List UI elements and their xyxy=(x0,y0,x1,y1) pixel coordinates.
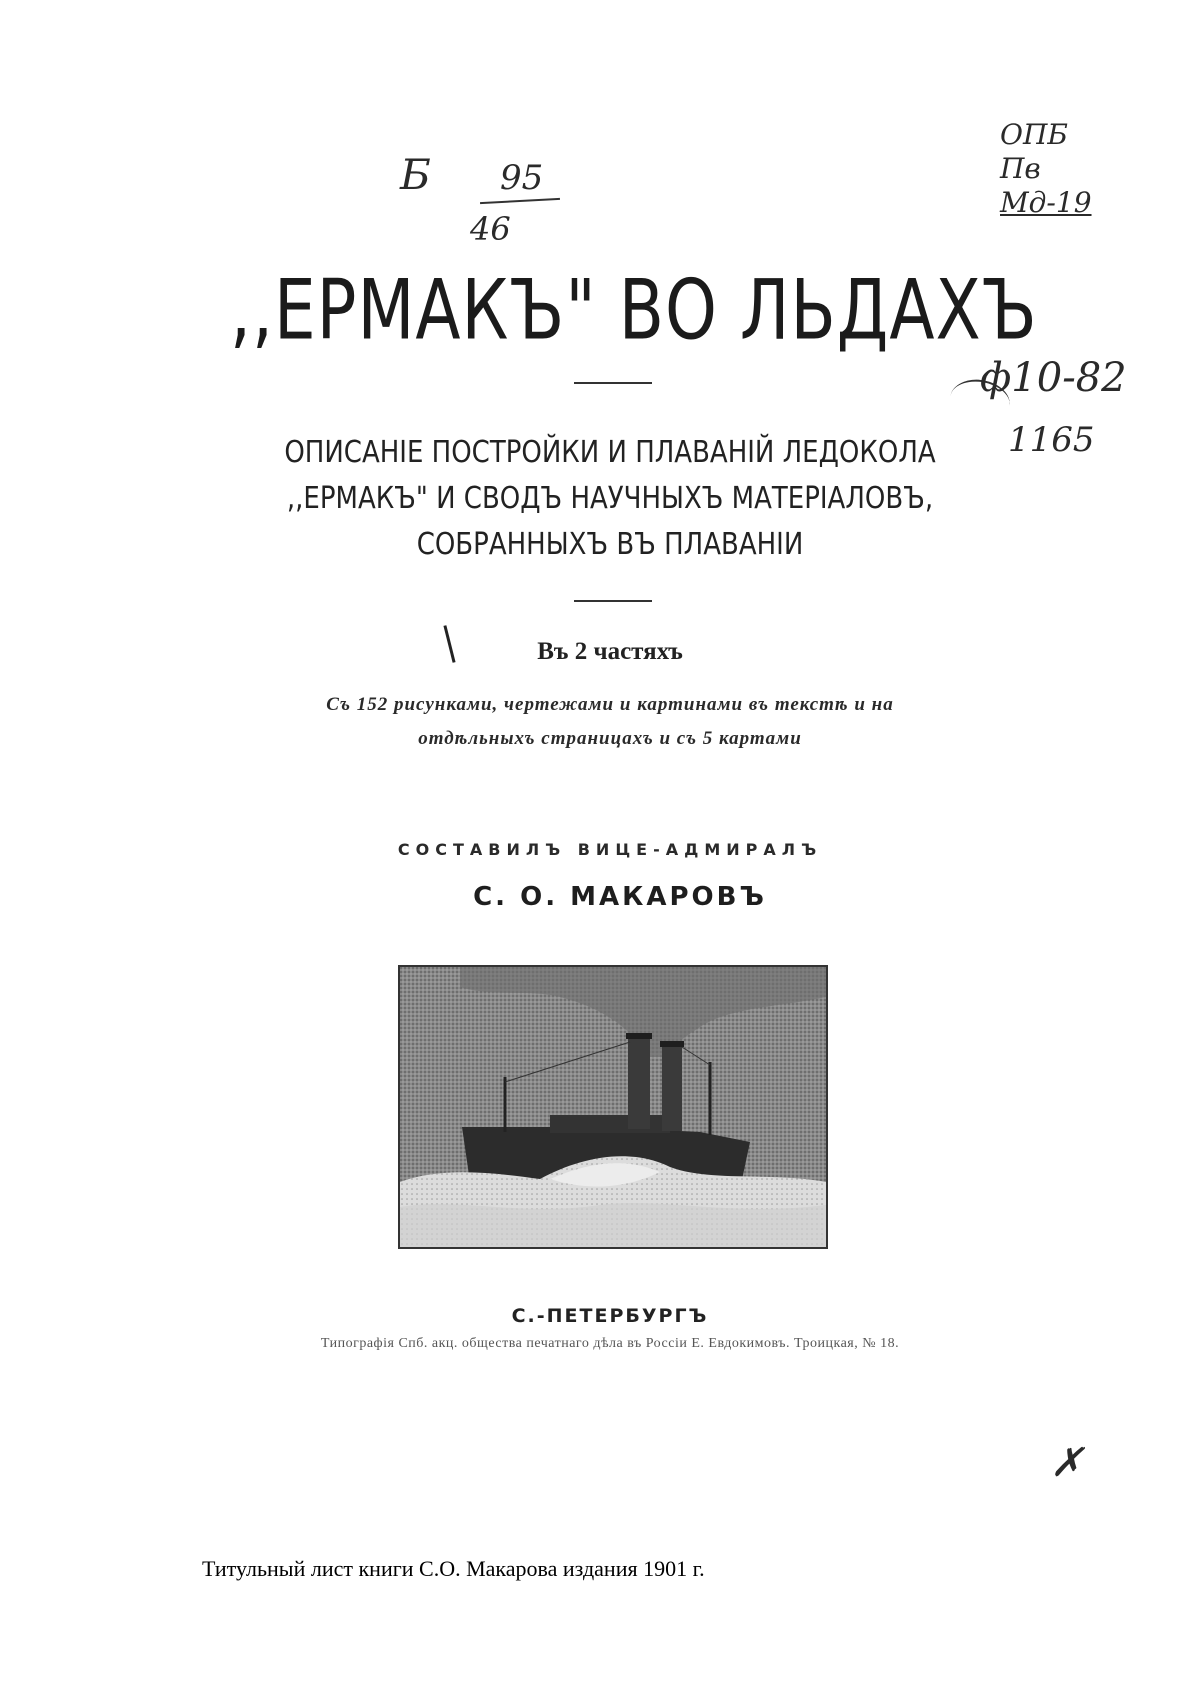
icebreaker-engraving xyxy=(398,965,828,1249)
divider xyxy=(574,600,652,602)
catalog-mark-line: Мд-19 xyxy=(1000,186,1092,219)
handwritten-check-mark: ✗ xyxy=(1050,1440,1084,1486)
illustrations-note-line: Съ 152 рисунками, чертежами и картинами въ текстѣ и на xyxy=(326,694,894,715)
subtitle-line: СОБРАННЫХЪ ВЪ ПЛАВАНІИ xyxy=(416,527,804,563)
handwritten-shelf-subnumber: 46 xyxy=(470,210,511,248)
book-title: ,,ЕРМАКЪ" ВО ЛЬДАХЪ xyxy=(230,262,1038,359)
handwritten-shelf-number: 95 xyxy=(500,158,544,198)
subtitle-line: ОПИСАНІЕ ПОСТРОЙКИ И ПЛАВАНІЙ ЛЕДОКОЛА xyxy=(284,435,936,471)
handwritten-catalog-mark xyxy=(1000,118,1092,220)
catalog-mark-line: Пв xyxy=(1000,152,1041,185)
author-name: С. О. МАКАРОВЪ xyxy=(473,882,767,912)
handwritten-underline xyxy=(480,198,560,204)
handwritten-inventory-number: 1165 xyxy=(1008,420,1095,460)
printer-imprint: Типографія Спб. акц. общества печатнаго дѣла въ Россіи Е. Евдокимовъ. Троицкая, № 18. xyxy=(320,1336,900,1351)
icebreaker-image xyxy=(400,967,826,1247)
catalog-mark-line: ОПБ xyxy=(1000,118,1068,151)
book-subtitle xyxy=(270,430,950,568)
illustrations-note-line: отдѣльныхъ страницахъ и съ 5 картами xyxy=(418,728,802,749)
compiled-by-line: СОСТАВИЛЪ ВИЦЕ-АДМИРАЛЪ xyxy=(397,840,823,859)
illustrations-note xyxy=(270,688,950,756)
divider xyxy=(574,382,652,384)
handwritten-shelf-letter: Б xyxy=(400,150,431,199)
handwritten-inventory-code: ф10-82 xyxy=(980,355,1127,401)
figure-caption: Титульный лист книги С.О. Макарова издания 1901 г. xyxy=(202,1556,705,1581)
publication-city: С.-ПЕТЕРБУРГЪ xyxy=(511,1305,709,1327)
volume-count: Въ 2 частяхъ xyxy=(537,638,683,665)
subtitle-line: ,,ЕРМАКЪ" И СВОДЪ НАУЧНЫХЪ МАТЕРІАЛОВЪ, xyxy=(286,481,934,517)
